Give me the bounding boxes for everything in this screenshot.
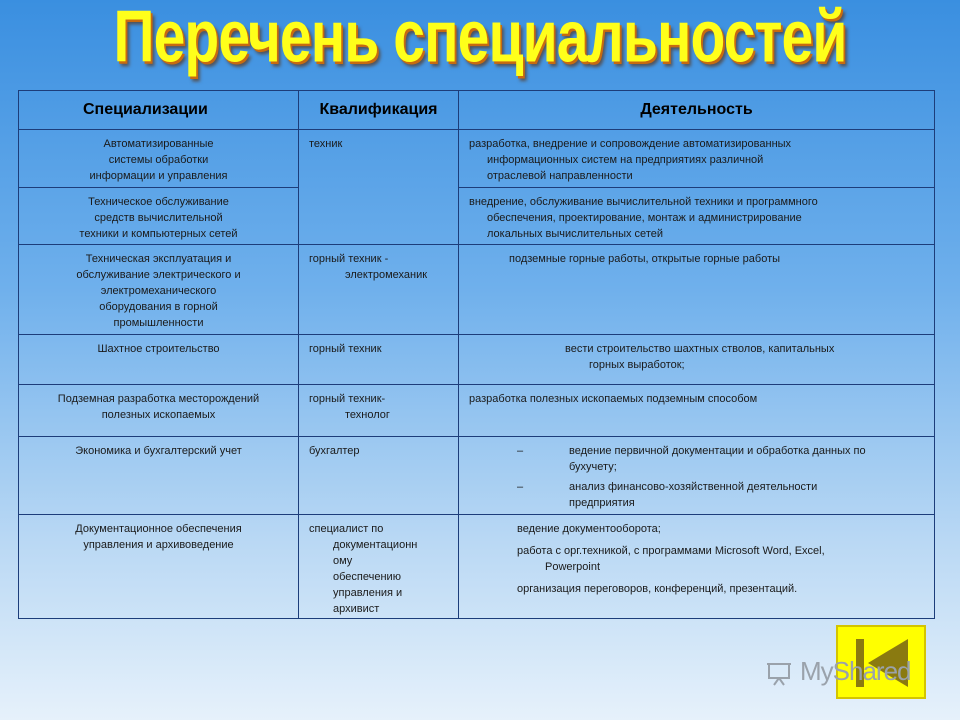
list-item: – анализ финансово-хозяйственной деятельности предприятия [517, 481, 818, 509]
specialization-cell: Автоматизированные системы обработки информации и управления [19, 130, 299, 188]
presentation-icon [766, 660, 792, 686]
specialization-cell: Документационное обеспечения управления и архивоведение [19, 515, 299, 619]
qualification-cell: горный техник [299, 335, 459, 385]
watermark-text: MyShared [800, 656, 911, 686]
qualification-cell: горный техник - электромеханик [299, 245, 459, 335]
header-qualification: Квалификация [299, 91, 459, 130]
list-item: работа с орг.техникой, с программами Microsoft Word, Excel, Powerpoint [517, 545, 825, 573]
activity-list [469, 443, 924, 511]
table-row [19, 437, 935, 515]
activity-cell [459, 437, 935, 515]
specialization-cell: Техническая эксплуатация и обслуживание электрического и электромеханического оборудования в горной промышленности [19, 245, 299, 335]
specialization-cell: Техническое обслуживание средств вычислительной техники и компьютерных сетей [19, 188, 299, 245]
activity-cell: вести строительство шахтных стволов, капитальных горных выработок; [459, 335, 935, 385]
table-row [19, 188, 935, 245]
table-row [19, 245, 935, 335]
specialties-table [18, 90, 935, 619]
activity-cell: разработка полезных ископаемых подземным способом [459, 385, 935, 437]
activity-cell: внедрение, обслуживание вычислительной техники и программного обеспечения, проектирование, монтаж и администрирование локальных вычислительных сетей [459, 188, 935, 245]
table-row [19, 385, 935, 437]
header-specializations: Специализации [19, 91, 299, 130]
activity-list [469, 521, 924, 597]
qualification-cell: техник [299, 130, 459, 245]
header-activity: Деятельность [459, 91, 935, 130]
list-item: – ведение первичной документации и обработка данных по бухучету; [517, 445, 866, 473]
qualification-cell: бухгалтер [299, 437, 459, 515]
specialization-cell: Шахтное строительство [19, 335, 299, 385]
specialization-cell: Экономика и бухгалтерский учет [19, 437, 299, 515]
table-header-row [19, 91, 935, 130]
table-row [19, 515, 935, 619]
list-item: организация переговоров, конференций, презентаций. [517, 583, 798, 595]
table-row [19, 130, 935, 188]
page-title: Перечень специальностей [113, 0, 847, 79]
list-item: ведение документооборота; [517, 523, 661, 535]
activity-cell: подземные горные работы, открытые горные работы [459, 245, 935, 335]
activity-cell [459, 515, 935, 619]
specialization-cell: Подземная разработка месторождений полезных ископаемых [19, 385, 299, 437]
qualification-cell: горный техник- технолог [299, 385, 459, 437]
table-row [19, 335, 935, 385]
activity-cell: разработка, внедрение и сопровождение автоматизированных информационных систем на предприятиях различной отраслевой направленности [459, 130, 935, 188]
qualification-cell: специалист по документационн ому обеспечению управления и архивист [299, 515, 459, 619]
